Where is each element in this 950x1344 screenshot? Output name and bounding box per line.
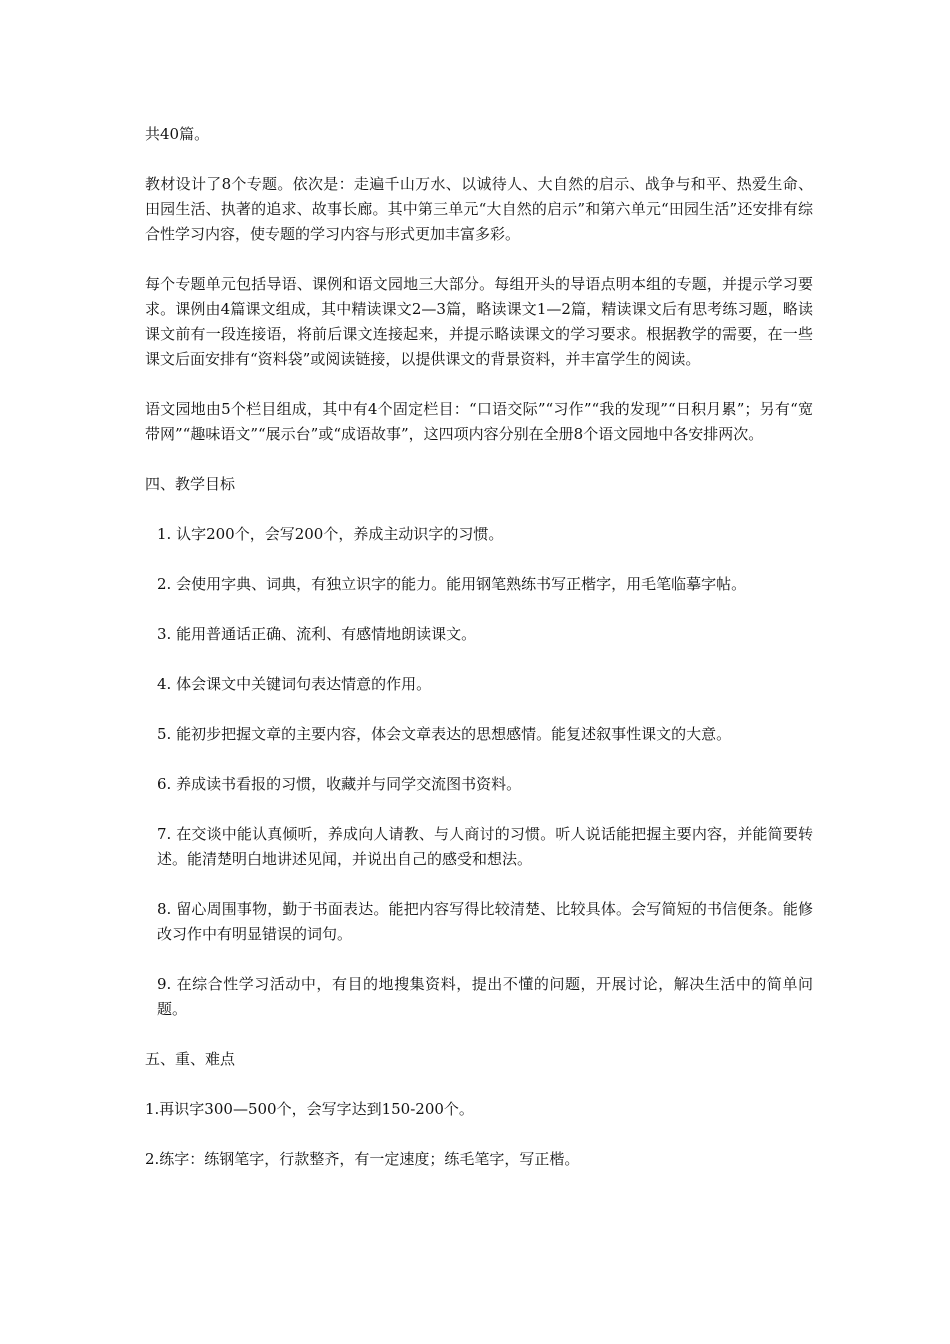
section-heading-teaching-goals: 四、教学目标 (145, 475, 236, 493)
goal-item: 4. 体会课文中关键词句表达情意的作用。 (157, 675, 432, 693)
goal-item: 1. 认字200个，会写200个，养成主动识字的习惯。 (157, 525, 504, 543)
paragraph-unit-structure: 每个专题单元包括导语、课例和语文园地三大部分。每组开头的导语点明本组的专题，并提示学习要求。课例由4篇课文组成，其中精读课文2—3篇，略读课文1—2篇，精读课文后有思考练习题，略读课文前有一段连接语，将前后课文连接起来，并提示略读课文的学习要求。根据教学的需要，在一些课文后面安排有“资料袋”或阅读链接，以提供课文的背景资料，并丰富学生的阅读。 (145, 275, 813, 368)
goal-item: 3. 能用普通话正确、流利、有感情地朗读课文。 (157, 625, 477, 643)
difficulty-item: 1.再识字300—500个，会写字达到150-200个。 (145, 1100, 474, 1118)
goal-item: 7. 在交谈中能认真倾听，养成向人请教、与人商讨的习惯。听人说话能把握主要内容，并能简要转述。能清楚明白地讲述见闻，并说出自己的感受和想法。 (157, 825, 813, 868)
paragraph-language-garden: 语文园地由5个栏目组成，其中有4个固定栏目：“口语交际”“习作”“我的发现”“日积月累”；另有“宽带网”“趣味语文”“展示台”或“成语故事”，这四项内容分别在全册8个语文园地中各安排两次。 (145, 400, 813, 443)
difficulty-item: 2.练字：练钢笔字，行款整齐，有一定速度；练毛笔字，写正楷。 (145, 1150, 580, 1168)
paragraph-total-count: 共40篇。 (145, 125, 210, 143)
goal-item: 5. 能初步把握文章的主要内容，体会文章表达的思想感情。能复述叙事性课文的大意。 (157, 725, 732, 743)
document-body (145, 122, 813, 1197)
goal-item: 8. 留心周围事物，勤于书面表达。能把内容写得比较清楚、比较具体。会写简短的书信便条。能修改习作中有明显错误的词句。 (157, 900, 813, 943)
goal-item: 6. 养成读书看报的习惯，收藏并与同学交流图书资料。 (157, 775, 522, 793)
paragraph-topics: 教材设计了8个专题。依次是：走遍千山万水、以诚待人、大自然的启示、战争与和平、热爱生命、田园生活、执著的追求、故事长廊。其中第三单元“大自然的启示”和第六单元“田园生活”还安排有综合性学习内容，使专题的学习内容与形式更加丰富多彩。 (145, 175, 813, 243)
section-heading-difficulties: 五、重、难点 (145, 1050, 236, 1068)
goal-item: 2. 会使用字典、词典，有独立识字的能力。能用钢笔熟练书写正楷字，用毛笔临摹字帖。 (157, 575, 747, 593)
goal-item: 9. 在综合性学习活动中，有目的地搜集资料，提出不懂的问题，开展讨论，解决生活中的简单问题。 (157, 975, 813, 1018)
